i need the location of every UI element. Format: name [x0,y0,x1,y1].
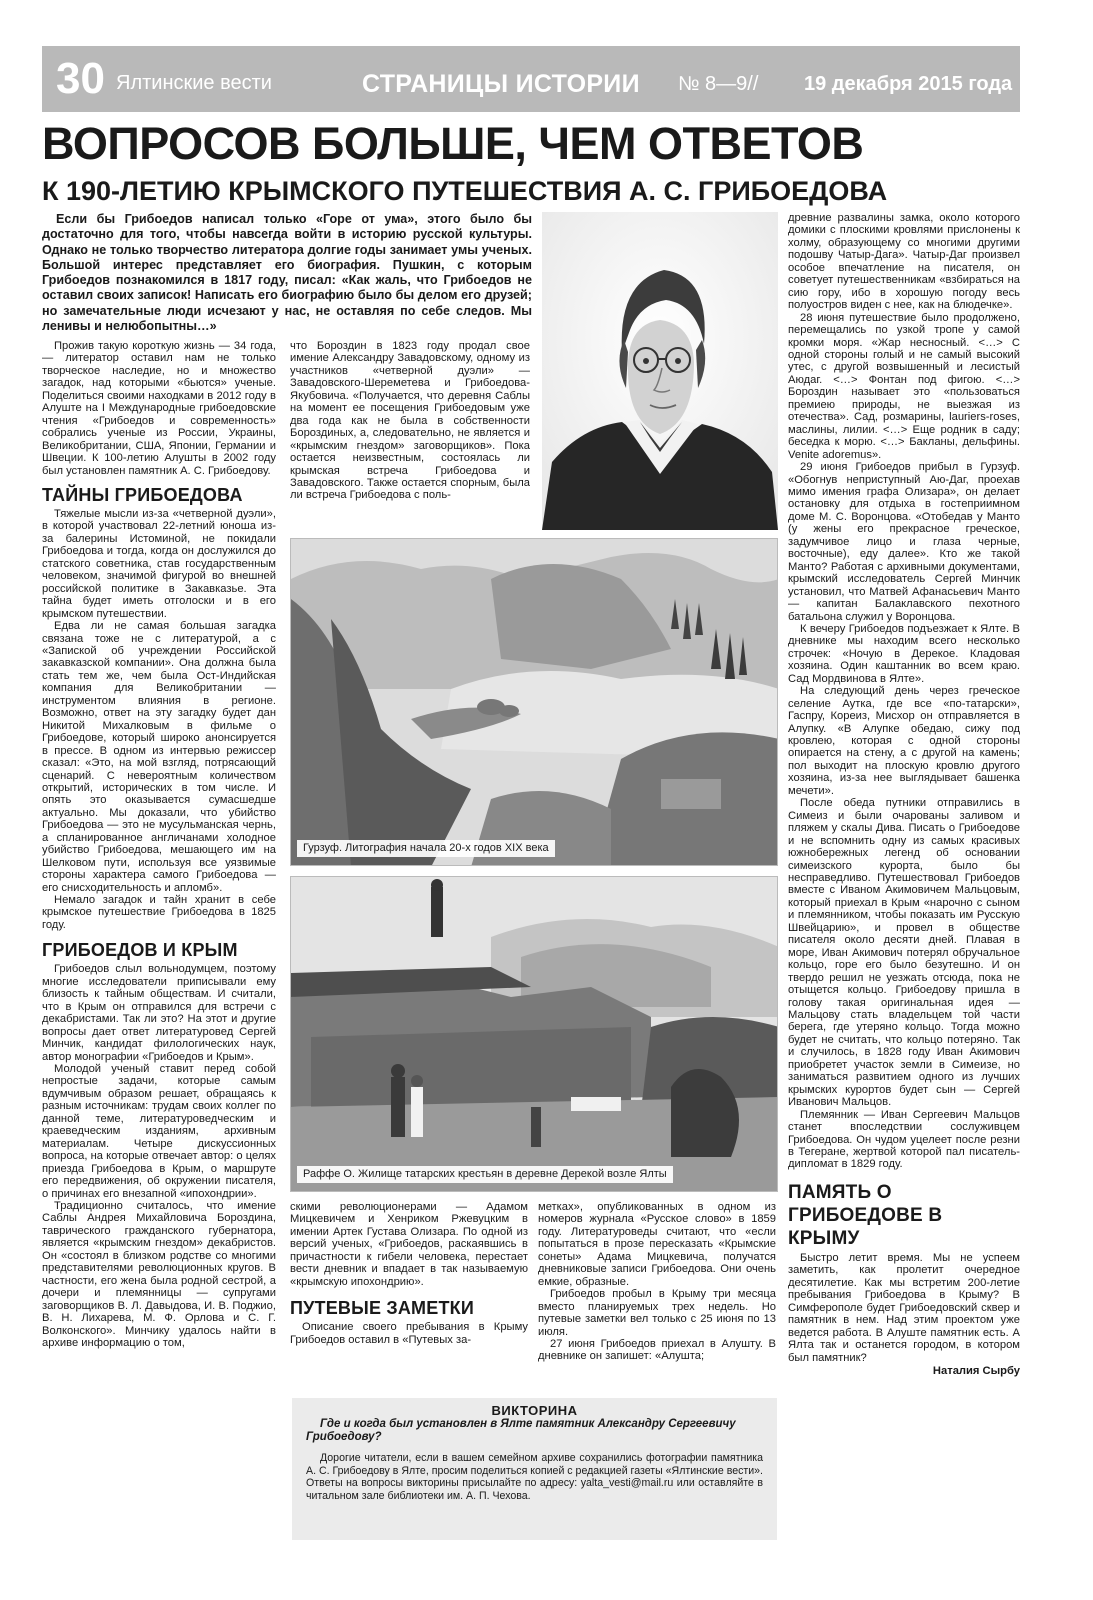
paragraph: 28 июня путешествие было продолжено, перемещались по узкой тропе у самой кромки моря. «Жар несносный. <…> С одной стороны голый и не самый высокий утес, с другой возвышенный и лесистый Аюдаг. <…> Фонтан под фигою. <…> Бороздин называет это «пользоваться премиею природы, не выезжая из отечества». Сад, розмарины, lauriers-roses, маслины, лилии. <…> Еще родник в саду; беседка к морю. <…> Бакланы, дельфины. Venite adoremus». [788,311,1020,461]
paragraph: 29 июня Грибоедов прибыл в Гурзуф. «Обогнув неприступный Аю-Даг, проехав мимо имения графа Олизара», он делает остановку для отдыха в гостеприимном доме М. С. Воронцова. «Отобедав у Манто (у жены его прекрасное греческое, задумчивое лицо и глаза черные, восточные), еду далее». Кто же такой Манто? Работая с архивными документами, крымский исследователь Сергей Минчик установил, что Матвей Афанасьевич Манто — капитан Балаклавского пехотного батальона служил у Воронцова. [788,461,1020,623]
page-number: 30 [56,54,105,103]
column-4 [788,212,1020,1377]
quiz-body: Дорогие читатели, если в вашем семейном архиве сохранились фотографии памятника А. С. Грибоедову в Ялте, просим поделиться копией с редакцией газеты «Ялтинские вести». Ответы на вопросы викторины присылайте по адресу: yalta_vesti@mail.ru или оставляйте в читальном зале библиотеки им. А. П. Чехова. [306,1452,763,1502]
subheading-secrets: ТАЙНЫ ГРИБОЕДОВА [42,484,243,505]
paragraph: скими революционерами — Адамом Мицкевичем и Хенриком Ржевуцким в имении Артек Густава Олизара. По одной из версий ученых, «Грибоедов, раскаявшись в причастности к гибели человека, перестает вести дневник и впадает в так называемую «крымскую ипохондрию». [290,1201,528,1288]
column-1 [42,340,276,1349]
paragraph: Молодой ученый ставит перед собой непростые задачи, которые самым вдумчивым образом решает, обращаясь к разным источникам: трудам своих коллег по данной теме, литературоведческим и краеведческим изданиям, архивным материалам. Четыре дискуссионных вопроса, на которые отвечает автор: о целях приезда Грибоедова в Крым, о маршруте его передвижения, об окружении писателя, о причинах его внезапной «ипохондрии». [42,1063,277,1200]
subheadline: К 190-ЛЕТИЮ КРЫМСКОГО ПУТЕШЕСТВИЯ А. С. ГРИБОЕДОВА [42,176,888,206]
paragraph: метках», опубликованных в одном из номеров журнала «Русское слово» в 1859 году. Литературоведы считают, что «если попытаться в прозе пересказать «Крымские сонеты» Адама Мицкевича, получатся дневниковые записи Грибоедова. Они очень емкие, образные. [538,1201,776,1288]
paragraph: 27 июня Грибоедов приехал в Алушту. В дневнике он запишет: «Алушта; [538,1337,776,1363]
paragraph: что Бороздин в 1823 году продал свое имение Александру Завадовскому, одному из участников «четверной дуэли» — Завадовского-Шереметева и Грибоедова-Якубовича. «Получается, что деревня Саблы на момент ее посещения Грибоедовым уже два года как не была в собственности Бороздиных, а, следовательно, не является и «крымским гнездом» заговорщиков». Пока остается неизвестным, состоялась ли крымская встреча Грибоедова и Завадовского. Также остается спорным, была ли встреча Грибоедова с поль- [290,340,530,502]
quiz-question: Где и когда был установлен в Ялте памятник Александру Сергеевичу Грибоедову? [306,1418,736,1443]
paragraph: Грибоедов слыл вольнодумцем, поэтому многие исследователи приписывали ему близость к тайным обществам. И считали, что в Крым он отправился для встречи с декабристами. Так ли это? На этот и другие вопросы дает ответ литературовед Сергей Минчик, кандидат филологических наук, автор монографии «Грибоедов и Крым». [42,963,276,1063]
issue-date: 19 декабря 2015 года [804,73,1013,95]
paragraph: Описание своего пребывания в Крыму Грибоедов оставил в «Путевых за- [290,1321,528,1346]
landscape-illustration [291,539,778,866]
paragraph: Тяжелые мысли из-за «четверной дуэли», в которой участвовал 22-летний юноша из-за балерины Истоминой, не покидали Грибоедова и тогда, когда он дослужился до статского советника, став государственным человеком, значимой фигурой во внешней российской политике в Закавказье. Эта тайна будет иметь отголоски и в его крымском путешествии. [42,507,276,620]
paragraph: К вечеру Грибоедов подъезжает к Ялте. В дневнике мы находим всего несколько строчек: «Ночую в Дерекое. Кладовая хозяина. Один каштанник во всем краю. Сад Мордвинова в Ялте». [788,622,1020,685]
author-signature: Наталия Сырбу [932,1364,1020,1377]
subheading-travel-notes: ПУТЕВЫЕ ЗАМЕТКИ [290,1298,474,1319]
subheading-crimea: ГРИБОЕДОВ И КРЫМ [42,940,238,961]
quiz-box [292,1398,777,1540]
paragraph: Быстро летит время. Мы не успеем заметить, как пролетит очередное десятилетие. Как мы встретим 200-летие пребывания Грибоедова в Крыму? В Симферополе будет Грибоедовский сквер и памятник в нем. Над этим проектом уже ведется работа. В Алуште памятник есть. А Ялта так и останется городом, в котором был памятник? [788,1251,1020,1364]
quiz-title: ВИКТОРИНА [491,1403,578,1418]
issue-number: № 8—9// [678,73,759,95]
column-2-bottom [290,1201,528,1346]
subheading-memory: ПАМЯТЬ О ГРИБОЕДОВЕ В КРЫМУ [788,1181,943,1249]
paragraph: Едва ли не самая большая загадка связана тоже не с литературой, а с «Запиской об учреждении Российской закавказской компании». Она должна была стать тем же, чем была Ост-Индийская компания для Великобритании — инструментом влияния в регионе. Возможно, ответ на эту загадку будет дан Никитой Михалковым в фильме о Грибоедове, который широко анонсируется в прессе. В одном из интервью режиссер сказал: «Это, на мой взгляд, потрясающий сценарий. С невероятным количеством открытий, исторических в том числе. И опять это оказывается сумасшедше актуально. Мы доказали, что убийство Грибоедова — это не мусульманская чернь, а спланированное англичанами холодное убийство Грибоедова, мешающего им на Шелковом пути, используя все уязвимые стороны характера самого Грибоедова — его снисходительность и апломб». [42,620,276,894]
masthead [42,46,1020,112]
lead-paragraph: Если бы Грибоедов написал только «Горе от ума», этого было бы достаточно для того, чтобы навсегда войти в историю русской культуры. Однако не только творчество литератора долгие годы занимает умы ученых. Большой интерес представляет его биография. Пушкин, с которым Грибоедов познакомился в 1817 году, писал: «Как жаль, что Грибоедов не оставил своих записок! Написать его биографию было бы делом его друзей; но замечательные люди исчезают у нас, не оставляя по себе следов. Мы ленивы и нелюбопытны…» [42,212,532,334]
paragraph: Немало загадок и тайн хранит в себе крымское путешествие Грибоедова в 1825 году. [42,894,276,931]
paragraph: На следующий день через греческое селение Аутка, где все «по-татарски», Гаспру, Кореиз, Мисхор он отправляется в Алупку. «В Алупке обедаю, сижу под кровлею, которая с одной стороны опирается на стену, а с другой на камень; пол выходит на плоскую кровлю другого хозяина, из-за нее выглядывает башенка мечети». [788,685,1020,797]
paragraph: древние развалины замка, около которого домики с плоскими кровлями прислонены к холму, образующему со многими другими подошву Чатыр-Дага». Чатыр-Даг произвел особое впечатление на писателя, он советует путешественникам «взбираться на сию гору, ибо в хорошую погоду весь полуостров виден с нее, как на блюдечке». [788,212,1020,312]
village-illustration [291,877,778,1192]
portrait-griboedov [542,212,778,530]
paragraph: После обеда путники отправились в Симеиз и были очарованы заливом и пляжем у скалы Дива. Писать о Грибоедове и не вспомнить одну из самых красивых южнобережных легенд об основании симеизского курорта, было бы несправедливо. Путешествовал Грибоедов вместе с Иваном Акимовичем Мальцовым, который приехал в Крым «нарочно с сыном и племянником, чтобы показать им Русскую Швейцарию», и провел в обществе писателя около десяти дней. Плавая в море, Иван Акимович потерял обручальное кольцо, горе его было безутешно. И он твердо решил не уезжать отсюда, пока не отыщется кольцо. Грибоедову пришла в голову такая оригинальная идея — Мальцову стать владельцем той части берега, где утеряно кольцо. Тогда можно будет не считать, что кольцо потеряно. Так и случилось, в 1828 году Иван Акимович приобретет участок земли в Симеизе, но заниматься развитием одного из лучших крымских курортов будет сын — Сергей Иванович Мальцов. [788,797,1020,1109]
image-caption: Гурзуф. Литография начала 20-х годов XIX века [297,840,555,857]
headline: ВОПРОСОВ БОЛЬШЕ, ЧЕМ ОТВЕТОВ [42,118,864,169]
intro-paragraph: Прожив такую короткую жизнь — 34 года, — литератор оставил нам не только творческое наследие, но и множество загадок, над которыми «бьются» ученые. Поделиться своими находками в 2012 году в Алуште на I Международные грибоедовские чтения «Грибоедов и современность» собрались ученые из России, Украины, Великобритании, США, Японии, Германии и Швеции. К 100-летию Алушты в 2002 году был установлен памятник А. С. Грибоедову. [42,340,276,477]
image-gurzuf-lithograph [290,538,778,866]
paragraph: Грибоедов пробыл в Крыму три месяца вместо планируемых трех недель. Но путевые заметки вел только с 25 июня по 13 июля. [538,1288,776,1338]
section-title: СТРАНИЦЫ ИСТОРИИ [362,70,640,98]
image-caption: Раффе О. Жилище татарских крестьян в деревне Дерекой возле Ялты [297,1166,673,1183]
paper-name: Ялтинские вести [116,72,272,94]
image-tatar-dwelling [290,876,778,1192]
column-3-bottom [538,1201,776,1363]
paragraph: Племянник — Иван Сергеевич Мальцов станет впоследствии сослуживцем Грибоедова. Он чудом уцелеет после резни в Тегеране, жертвой которой пал писатель-дипломат в 1829 году. [788,1108,1020,1171]
column-2-top [290,340,530,502]
paragraph: Традиционно считалось, что имение Саблы Андрея Михайловича Бороздина, таврического гражданского губернатора, является «крымским гнездом» декабристов. Он «состоял в близком родстве со многими представителями революционных кругов. В частности, его жена была родной сестрой, а дочери и племянницы — супругами заговорщиков В. Л. Давыдова, И. В. Поджио, В. Н. Лихарева, М. Ф. Орлова и С. Г. Волконского». Минчику удалось найти в архиве информацию о том, [42,1200,276,1349]
